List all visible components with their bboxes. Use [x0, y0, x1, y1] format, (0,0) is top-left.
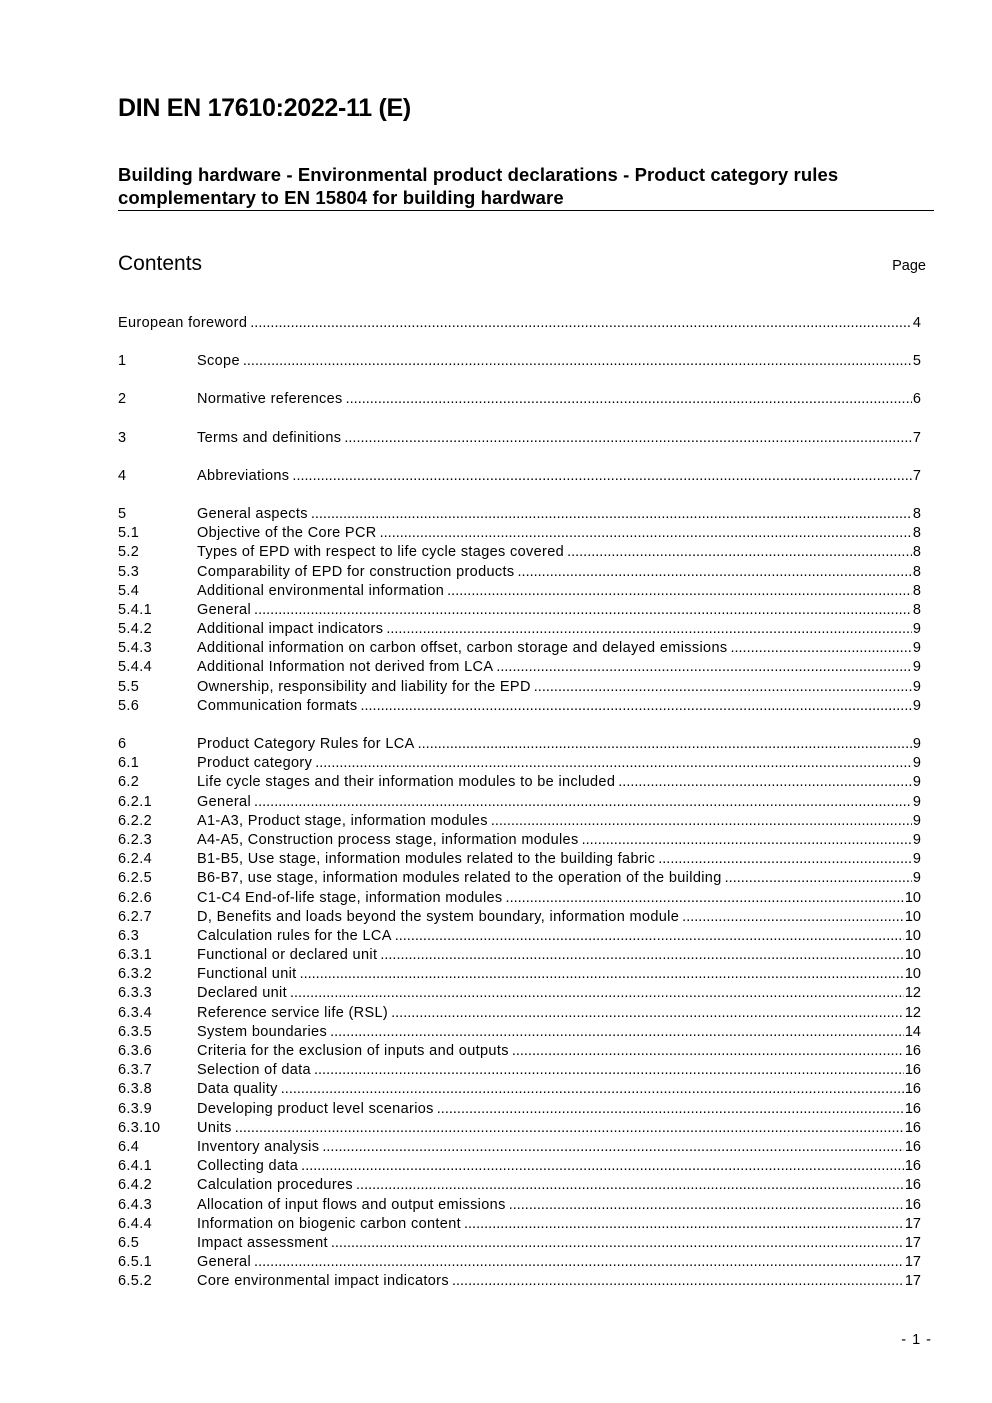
toc-entry-title: General — [197, 601, 252, 618]
toc-dot-leader — [658, 851, 912, 867]
toc-entry[interactable] — [118, 1005, 921, 1024]
toc-entry-title: Product Category Rules for LCA — [197, 736, 415, 752]
toc-entry-title: Calculation procedures — [197, 1177, 354, 1194]
toc-entry-title: Units — [197, 1119, 232, 1136]
toc-entry-title: Collecting data — [197, 1158, 299, 1175]
toc-dot-leader — [391, 1005, 904, 1021]
toc-dot-leader — [235, 1120, 904, 1136]
toc-entry-page: 10 — [904, 947, 921, 964]
toc-entry[interactable] — [118, 602, 921, 621]
toc-entry[interactable] — [118, 1216, 921, 1235]
toc-entry-number: 5.5 — [118, 678, 140, 695]
toc-entry-page: 4 — [912, 315, 921, 331]
toc-entry-page: 7 — [912, 467, 921, 484]
toc-dot-leader — [315, 755, 912, 771]
toc-dot-leader — [254, 602, 912, 618]
toc-entry-title: Core environmental impact indicators — [197, 1273, 449, 1290]
toc-dot-leader — [254, 1254, 904, 1270]
toc-dot-leader — [314, 1062, 904, 1078]
toc-entry-number: 6.3.10 — [118, 1119, 161, 1136]
toc-entry-title: Additional impact indicators — [197, 621, 384, 638]
toc-entry-number: 6.5.2 — [118, 1273, 152, 1290]
page-column-label: Page — [892, 258, 926, 274]
toc-entry-page: 12 — [904, 985, 921, 1002]
toc-entry[interactable] — [118, 564, 921, 583]
toc-entry-page: 16 — [904, 1062, 921, 1079]
toc-entry-page: 6 — [912, 391, 921, 408]
toc-entry-page: 14 — [904, 1023, 921, 1040]
toc-entry-number: 5.6 — [118, 697, 140, 714]
toc-entry-page: 16 — [904, 1158, 921, 1175]
toc-entry-title: Objective of the Core PCR — [197, 525, 377, 542]
document-title — [118, 163, 934, 211]
toc-entry-title: Reference service life (RSL) — [197, 1004, 389, 1021]
toc-dot-leader — [292, 468, 912, 484]
toc-entry-title: Declared unit — [197, 985, 287, 1002]
toc-entry-title: Developing product level scenarios — [197, 1100, 434, 1117]
table-of-contents — [118, 315, 921, 1292]
toc-entry-page: 9 — [912, 870, 921, 887]
toc-entry-number: 6.3.6 — [118, 1043, 152, 1059]
toc-dot-leader — [254, 794, 912, 810]
toc-entry-number: 6.2.5 — [118, 870, 152, 887]
toc-entry-page: 9 — [912, 678, 921, 695]
toc-entry-page: 10 — [904, 927, 921, 944]
toc-entry-page: 9 — [912, 831, 921, 848]
toc-entry[interactable] — [118, 774, 921, 793]
toc-entry-page: 12 — [904, 1004, 921, 1021]
toc-dot-leader — [346, 391, 912, 407]
toc-entry-number: 5.4.3 — [118, 640, 152, 657]
toc-dot-leader — [290, 985, 904, 1001]
toc-entry-title: A1-A3, Product stage, information modules — [197, 812, 488, 829]
toc-entry-number: 1 — [118, 353, 127, 370]
toc-entry-page: 10 — [904, 908, 921, 925]
toc-dot-leader — [447, 583, 912, 599]
toc-entry[interactable] — [118, 506, 921, 525]
toc-entry[interactable] — [118, 736, 921, 755]
toc-entry[interactable] — [118, 1062, 921, 1081]
toc-entry-title: Terms and definitions — [197, 429, 342, 446]
toc-entry-title: Criteria for the exclusion of inputs and outputs — [197, 1043, 509, 1059]
toc-entry[interactable] — [118, 947, 921, 966]
toc-dot-leader — [300, 966, 904, 982]
toc-dot-leader — [582, 832, 912, 848]
toc-entry[interactable] — [118, 985, 921, 1004]
toc-entry-number: 6.2.2 — [118, 812, 152, 829]
toc-entry-number: 6.5 — [118, 1234, 140, 1251]
toc-entry[interactable] — [118, 544, 921, 563]
toc-entry-title: Functional or declared unit — [197, 947, 378, 964]
toc-entry-page: 8 — [912, 601, 921, 618]
toc-entry-page: 10 — [904, 889, 921, 906]
toc-entry-page: 9 — [912, 640, 921, 657]
toc-entry-number: 5.4.1 — [118, 601, 152, 618]
toc-entry-number: 3 — [118, 429, 127, 446]
toc-dot-leader — [437, 1101, 904, 1117]
toc-entry[interactable] — [118, 640, 921, 659]
toc-entry-title: B6-B7, use stage, information modules related to the operation of the building — [197, 870, 722, 887]
toc-dot-leader — [243, 353, 912, 369]
toc-entry[interactable] — [118, 1043, 921, 1062]
toc-entry-number: 6.2.7 — [118, 908, 152, 925]
toc-entry-title: Inventory analysis — [197, 1138, 320, 1155]
toc-entry-title: Calculation rules for the LCA — [197, 927, 392, 944]
toc-entry-page: 8 — [912, 544, 921, 561]
toc-entry-page: 9 — [912, 851, 921, 868]
toc-entry-page: 17 — [904, 1234, 921, 1251]
toc-entry-number: 6.4.2 — [118, 1177, 152, 1194]
toc-entry-number: 5.2 — [118, 544, 140, 561]
document-id: DIN EN 17610:2022-11 (E) — [118, 94, 411, 122]
toc-entry-page: 17 — [904, 1273, 921, 1290]
toc-entry-number: 2 — [118, 391, 127, 408]
toc-entry-number: 6.3.2 — [118, 966, 152, 983]
toc-dot-leader — [682, 909, 904, 925]
toc-entry[interactable] — [118, 1081, 921, 1100]
toc-dot-leader — [395, 928, 904, 944]
toc-entry-page: 17 — [904, 1254, 921, 1271]
toc-entry-page: 16 — [904, 1196, 921, 1213]
toc-entry-title: Additional information on carbon offset, carbon storage and delayed emissions — [197, 640, 728, 657]
toc-entry-page: 16 — [904, 1177, 921, 1194]
toc-entry-title: General — [197, 793, 252, 810]
toc-entry-page: 8 — [912, 563, 921, 580]
toc-entry-title: Life cycle stages and their information modules to be included — [197, 774, 616, 791]
toc-entry-page: 16 — [904, 1043, 921, 1059]
toc-entry-number: 6.4.3 — [118, 1196, 152, 1213]
toc-entry-number: 6.1 — [118, 755, 140, 772]
toc-dot-leader — [452, 1273, 904, 1289]
toc-entry-page: 16 — [904, 1081, 921, 1098]
toc-entry[interactable] — [118, 1101, 921, 1120]
toc-entry-number: 6.2.3 — [118, 831, 152, 848]
toc-entry-page: 9 — [912, 659, 921, 676]
toc-entry[interactable] — [118, 813, 921, 832]
toc-entry[interactable] — [118, 621, 921, 640]
toc-entry-number: 5.4 — [118, 582, 140, 599]
toc-entry-title: Product category — [197, 755, 313, 772]
page-number: - 1 - — [901, 1332, 932, 1348]
toc-entry[interactable] — [118, 851, 921, 870]
toc-dot-leader — [491, 813, 912, 829]
toc-dot-leader — [322, 1139, 904, 1155]
toc-entry[interactable] — [118, 832, 921, 851]
toc-entry-page: 8 — [912, 582, 921, 599]
toc-dot-leader — [281, 1081, 904, 1097]
toc-dot-leader — [518, 564, 912, 580]
toc-entry[interactable] — [118, 870, 921, 889]
toc-entry-number: 6.2.4 — [118, 851, 152, 868]
toc-entry-number: 6.3.1 — [118, 947, 152, 964]
toc-entry[interactable] — [118, 1158, 921, 1177]
toc-dot-leader — [506, 890, 904, 906]
toc-entry-page: 8 — [912, 525, 921, 542]
toc-entry-number: 5.1 — [118, 525, 140, 542]
toc-entry-title: Allocation of input flows and output emissions — [197, 1196, 506, 1213]
toc-entry-number: 6 — [118, 736, 127, 752]
toc-entry-number: 6.3.9 — [118, 1100, 152, 1117]
toc-entry-number: 6.2.6 — [118, 889, 152, 906]
toc-entry-page: 5 — [912, 353, 921, 370]
toc-entry[interactable] — [118, 928, 921, 947]
toc-entry-number: 5.3 — [118, 563, 140, 580]
toc-entry-number: 6.3.7 — [118, 1062, 152, 1079]
toc-entry-number: 6.4.1 — [118, 1158, 152, 1175]
toc-entry[interactable] — [118, 794, 921, 813]
toc-entry-number: 6.2.1 — [118, 793, 152, 810]
toc-entry-page: 9 — [912, 621, 921, 638]
toc-dot-leader — [344, 430, 912, 446]
toc-dot-leader — [618, 774, 912, 790]
toc-entry-number: 6.3.4 — [118, 1004, 152, 1021]
toc-entry[interactable] — [118, 679, 921, 698]
toc-entry-title: Normative references — [197, 391, 343, 408]
toc-entry-title: Impact assessment — [197, 1234, 328, 1251]
toc-dot-leader — [464, 1216, 904, 1232]
toc-entry[interactable] — [118, 966, 921, 985]
toc-entry-page: 16 — [904, 1119, 921, 1136]
toc-entry-page: 8 — [912, 505, 921, 522]
toc-entry-title: C1-C4 End-of-life stage, information modules — [197, 889, 503, 906]
toc-entry-title: European foreword — [118, 315, 248, 331]
toc-entry[interactable] — [118, 1120, 921, 1139]
toc-entry-page: 17 — [904, 1215, 921, 1232]
toc-entry[interactable] — [118, 659, 921, 678]
toc-entry[interactable] — [118, 1197, 921, 1216]
toc-dot-leader — [418, 736, 912, 752]
toc-dot-leader — [330, 1024, 904, 1040]
toc-dot-leader — [311, 506, 912, 522]
toc-entry-number: 6.4.4 — [118, 1215, 152, 1232]
toc-entry[interactable] — [118, 525, 921, 544]
toc-entry-title: Functional unit — [197, 966, 297, 983]
toc-entry-title: Selection of data — [197, 1062, 311, 1079]
toc-entry-title: System boundaries — [197, 1023, 328, 1040]
toc-entry-page: 9 — [912, 736, 921, 752]
toc-entry-number: 5.4.2 — [118, 621, 152, 638]
toc-entry-number: 6.3 — [118, 927, 140, 944]
toc-entry-title: General — [197, 1254, 252, 1271]
toc-entry-title: Additional Information not derived from LCA — [197, 659, 494, 676]
toc-entry-page: 9 — [912, 774, 921, 791]
toc-entry[interactable] — [118, 1235, 921, 1254]
toc-entry-title: Ownership, responsibility and liability for the EPD — [197, 678, 531, 695]
toc-entry[interactable] — [118, 1273, 921, 1292]
toc-entry-page: 10 — [904, 966, 921, 983]
toc-entry-page: 9 — [912, 697, 921, 714]
toc-entry-page: 9 — [912, 755, 921, 772]
toc-entry[interactable] — [118, 1139, 921, 1158]
toc-entry-number: 6.2 — [118, 774, 140, 791]
toc-dot-leader — [380, 947, 904, 963]
toc-entry-title: A4-A5, Construction process stage, information modules — [197, 831, 579, 848]
toc-entry-title: Comparability of EPD for construction products — [197, 563, 515, 580]
toc-dot-leader — [360, 698, 911, 714]
contents-heading: Contents — [118, 252, 203, 275]
toc-entry[interactable] — [118, 353, 921, 372]
toc-entry-page: 16 — [904, 1100, 921, 1117]
toc-entry-page: 16 — [904, 1138, 921, 1155]
toc-dot-leader — [730, 640, 911, 656]
toc-entry[interactable] — [118, 1177, 921, 1196]
document-title-line-1: Building hardware - Environmental product declarations - Product category rules — [118, 164, 839, 185]
toc-entry[interactable] — [118, 468, 921, 487]
toc-entry-number: 6.3.3 — [118, 985, 152, 1002]
toc-dot-leader — [301, 1158, 904, 1174]
toc-dot-leader — [356, 1177, 904, 1193]
toc-entry-number: 5.4.4 — [118, 659, 152, 676]
toc-dot-leader — [250, 315, 912, 331]
toc-entry-title: Scope — [197, 353, 240, 370]
toc-entry-number: 6.3.5 — [118, 1023, 152, 1040]
toc-entry-number: 6.3.8 — [118, 1081, 152, 1098]
toc-dot-leader — [496, 659, 912, 675]
toc-entry-title: B1-B5, Use stage, information modules related to the building fabric — [197, 851, 656, 868]
toc-entry-title: General aspects — [197, 505, 308, 522]
toc-entry[interactable] — [118, 583, 921, 602]
toc-entry-number: 4 — [118, 467, 127, 484]
toc-entry-number: 5 — [118, 505, 127, 522]
toc-entry[interactable] — [118, 698, 921, 717]
toc-entry-page: 7 — [912, 429, 921, 446]
toc-entry[interactable] — [118, 430, 921, 449]
toc-entry[interactable] — [118, 1254, 921, 1273]
toc-entry-title: Information on biogenic carbon content — [197, 1215, 461, 1232]
toc-entry[interactable] — [118, 890, 921, 909]
toc-entry[interactable] — [118, 391, 921, 410]
toc-entry[interactable] — [118, 755, 921, 774]
toc-dot-leader — [386, 621, 912, 637]
toc-entry-number: 6.4 — [118, 1138, 140, 1155]
toc-entry-page: 9 — [912, 812, 921, 829]
toc-entry-number: 6.5.1 — [118, 1254, 152, 1271]
toc-entry-title: Additional environmental information — [197, 582, 445, 599]
toc-dot-leader — [534, 679, 912, 695]
toc-entry[interactable] — [118, 1024, 921, 1043]
toc-dot-leader — [380, 525, 912, 541]
toc-entry-title: Communication formats — [197, 697, 358, 714]
toc-dot-leader — [331, 1235, 904, 1251]
toc-dot-leader — [725, 870, 912, 886]
toc-dot-leader — [509, 1197, 904, 1213]
document-title-line-2: complementary to EN 15804 for building hardware — [118, 187, 564, 208]
toc-entry-title: Abbreviations — [197, 467, 290, 484]
toc-entry[interactable] — [118, 909, 921, 928]
toc-dot-leader — [567, 544, 912, 560]
toc-entry-title: Types of EPD with respect to life cycle stages covered — [197, 544, 565, 561]
toc-entry-page: 9 — [912, 793, 921, 810]
toc-dot-leader — [512, 1043, 904, 1059]
toc-entry-title: Data quality — [197, 1081, 278, 1098]
toc-entry-title: D, Benefits and loads beyond the system boundary, information module — [197, 908, 680, 925]
toc-entry[interactable] — [118, 315, 921, 334]
